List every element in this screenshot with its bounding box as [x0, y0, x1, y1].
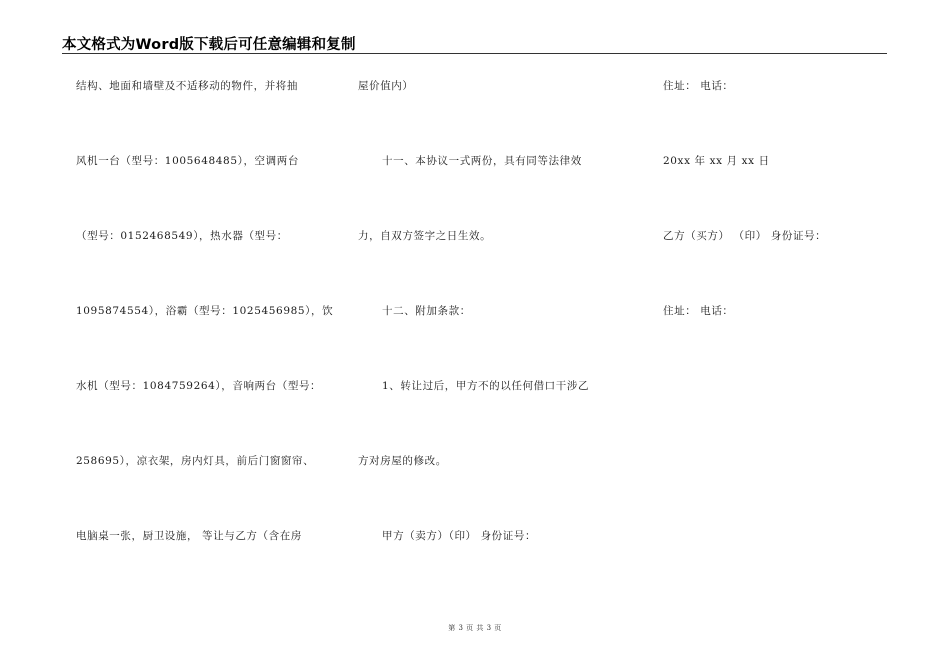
middle-line-5: 1、转让过后，甲方不的以任何借口干涉乙 [382, 380, 590, 392]
left-line-1: 结构、地面和墙壁及不适移动的物件，并将抽 [76, 80, 298, 92]
left-line-5: 水机（型号：1084759264），音响两台（型号： [76, 380, 322, 392]
right-line-4: 住址： 电话： [663, 305, 734, 317]
middle-line-4: 十二、附加条款： [382, 305, 471, 317]
middle-line-3: 力，自双方签字之日生效。 [358, 230, 492, 242]
page-footer: 第 3 页 共 3 页 [448, 624, 502, 632]
middle-line-2: 十一、本协议一式两份，具有同等法律效 [382, 155, 582, 167]
right-line-3: 乙方（买方） （印） 身份证号： [663, 230, 827, 242]
left-line-4: 1095874554），浴霸（型号：1025456985），饮 [76, 305, 334, 317]
middle-line-6: 方对房屋的修改。 [358, 455, 447, 467]
page-header-title: 本文格式为Word版下载后可任意编辑和复制 [62, 37, 356, 53]
left-line-6: 258695），凉衣架，房内灯具，前后门窗窗帘、 [76, 455, 315, 467]
left-line-2: 风机一台（型号：1005648485），空调两台 [76, 155, 299, 167]
left-line-3: （型号：0152468549），热水器（型号： [76, 230, 288, 242]
right-line-2: 20xx 年 xx 月 xx 日 [663, 155, 770, 167]
header-divider [62, 53, 887, 54]
middle-line-1: 屋价值内） [358, 80, 414, 92]
right-line-1: 住址： 电话： [663, 80, 734, 92]
left-line-7: 电脑桌一张，厨卫设施， 等让与乙方（含在房 [76, 530, 302, 542]
middle-line-7: 甲方（卖方）（印） 身份证号： [382, 530, 537, 542]
